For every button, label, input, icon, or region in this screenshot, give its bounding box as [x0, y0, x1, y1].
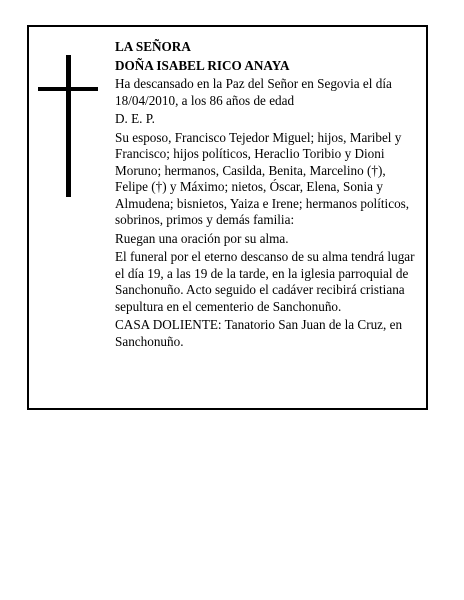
death-announcement: Ha descansado en la Paz del Señor en Segovia el día 18/04/2010, a los 86 años de edad [115, 76, 392, 108]
cross-vertical-bar [66, 55, 71, 197]
mourning-house: CASA DOLIENTE: Tanatorio San Juan de la Cruz, en Sanchonuño. [115, 317, 403, 349]
cross-horizontal-bar [38, 87, 98, 91]
obituary-text [115, 39, 420, 352]
notice-heading: LA SEÑORA [115, 39, 191, 54]
family-list: Su esposo, Francisco Tejedor Miguel; hijos, Maribel y Francisco; hijos políticos, Heraclio Toribio y Dioni Moruno; hermanos, Casilda, Benita, Marcelino (†), Felipe (†) y Máximo; nietos, Óscar, Elena, Sonia y Almudena; bisnietos, Yaiza e Irene; hermanos políticos, sobrinos, primos y demás familia: [115, 129, 410, 227]
deceased-name: DOÑA ISABEL RICO ANAYA [115, 57, 290, 73]
funeral-details: El funeral por el eterno descanso de su alma tendrá lugar el día 19, a las 19 de la tarde, en la iglesia parroquial de Sanchonuño. Acto seguido el cadáver recibirá cristiana sepultura en el cementerio de Sanchonuño. [115, 249, 415, 314]
rip-text: D. E. P. [115, 111, 155, 126]
latin-cross-icon [38, 55, 98, 197]
prayer-request: Ruegan una oración por su alma. [115, 230, 289, 246]
